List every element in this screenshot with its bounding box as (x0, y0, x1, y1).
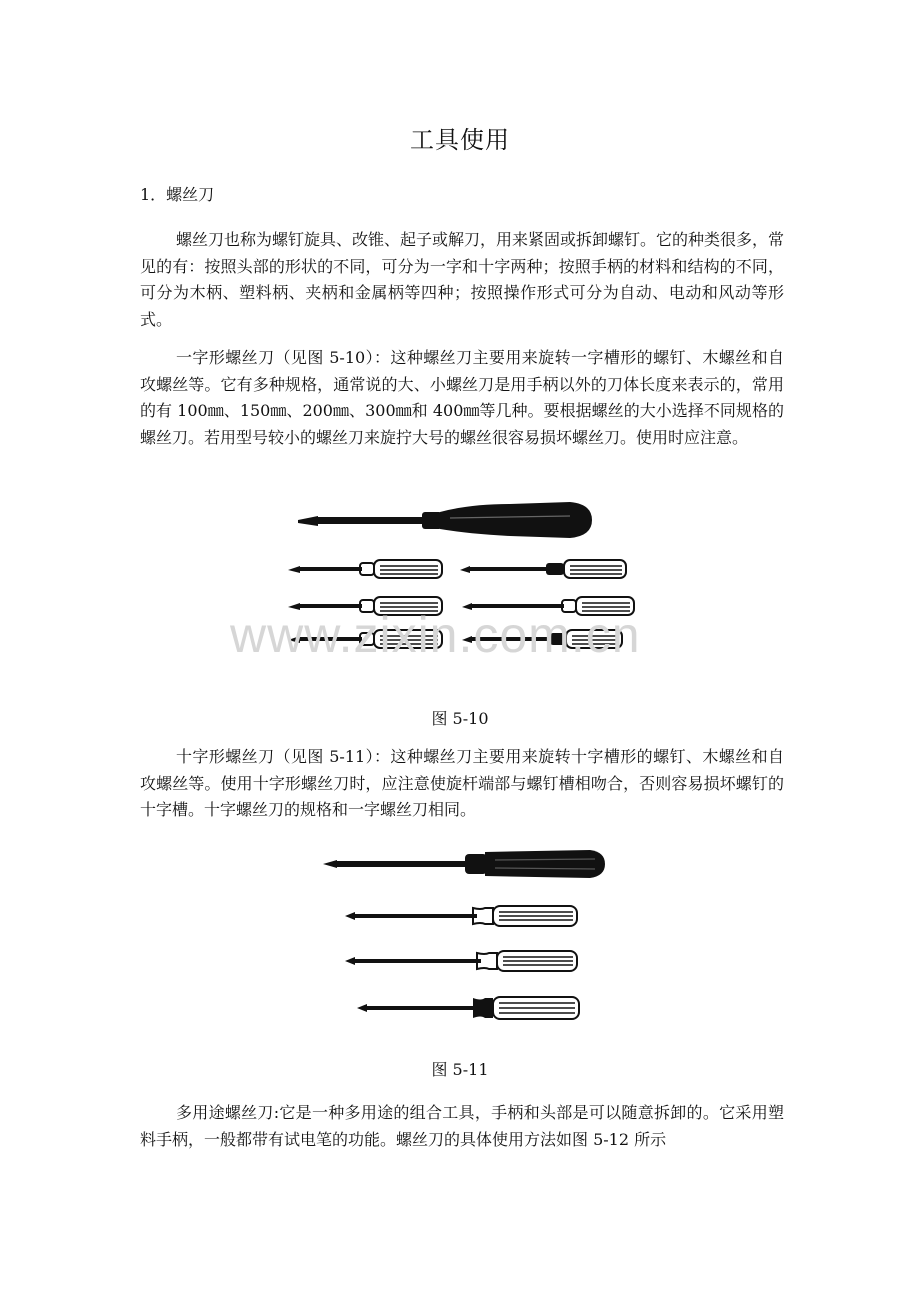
figure-caption-5-11: 图 5-11 (431, 1060, 489, 1079)
paragraph-flat-screwdriver: 一字形螺丝刀（见图 5-10）：这种螺丝刀主要用来旋转一字槽形的螺钉、木螺丝和自攻螺丝等。它有多种规格，通常说的大、小螺丝刀是用手柄以外的刀体长度来表示的，常用的有 100㎜、150㎜、200㎜、300㎜和 400㎜等几种。要根据螺丝的大小选择不同规格的螺丝刀。若用型号较小的螺丝刀来旋拧大号的螺丝很容易损坏螺丝刀。使用时应注意。 (140, 348, 784, 447)
section-heading: 1．螺丝刀 (140, 185, 215, 204)
paragraph-intro: 螺丝刀也称为螺钉旋具、改锥、起子或解刀，用来紧固或拆卸螺钉。它的种类很多，常见的有：按照头部的形状的不同，可分为一字和十字两种；按照手柄的材料和结构的不同，可分为木柄、塑料柄、夹柄和金属柄等四种；按照操作形式可分为自动、电动和风动等形式。 (140, 230, 785, 329)
paragraph-cross-screwdriver: 十字形螺丝刀（见图 5-11）：这种螺丝刀主要用来旋转十字槽形的螺钉、木螺丝和自攻螺丝等。使用十字形螺丝刀时，应注意使旋杆端部与螺钉槽相吻合，否则容易损坏螺钉的十字槽。十字螺丝刀的规格和一字螺丝刀相同。 (140, 747, 784, 819)
page-title: 工具使用 (410, 126, 510, 154)
small-cross-screwdriver-2 (345, 951, 577, 971)
figure-cross-screwdrivers (315, 838, 615, 1038)
small-cross-screwdriver-1 (345, 906, 577, 926)
figure-caption-5-10: 图 5-10 (431, 709, 489, 728)
small-cross-screwdriver-3 (357, 997, 579, 1019)
large-flat-screwdriver (298, 502, 592, 538)
watermark: www.zixin.com.cn (230, 607, 641, 663)
small-flat-screwdriver-1 (288, 560, 442, 578)
small-flat-screwdriver-4 (460, 560, 626, 578)
large-cross-screwdriver (323, 850, 605, 878)
paragraph-multipurpose-screwdriver: 多用途螺丝刀:它是一种多用途的组合工具，手柄和头部是可以随意拆卸的。它采用塑料手柄，一般都带有试电笔的功能。螺丝刀的具体使用方法如图 5-12 所示 (140, 1103, 784, 1149)
